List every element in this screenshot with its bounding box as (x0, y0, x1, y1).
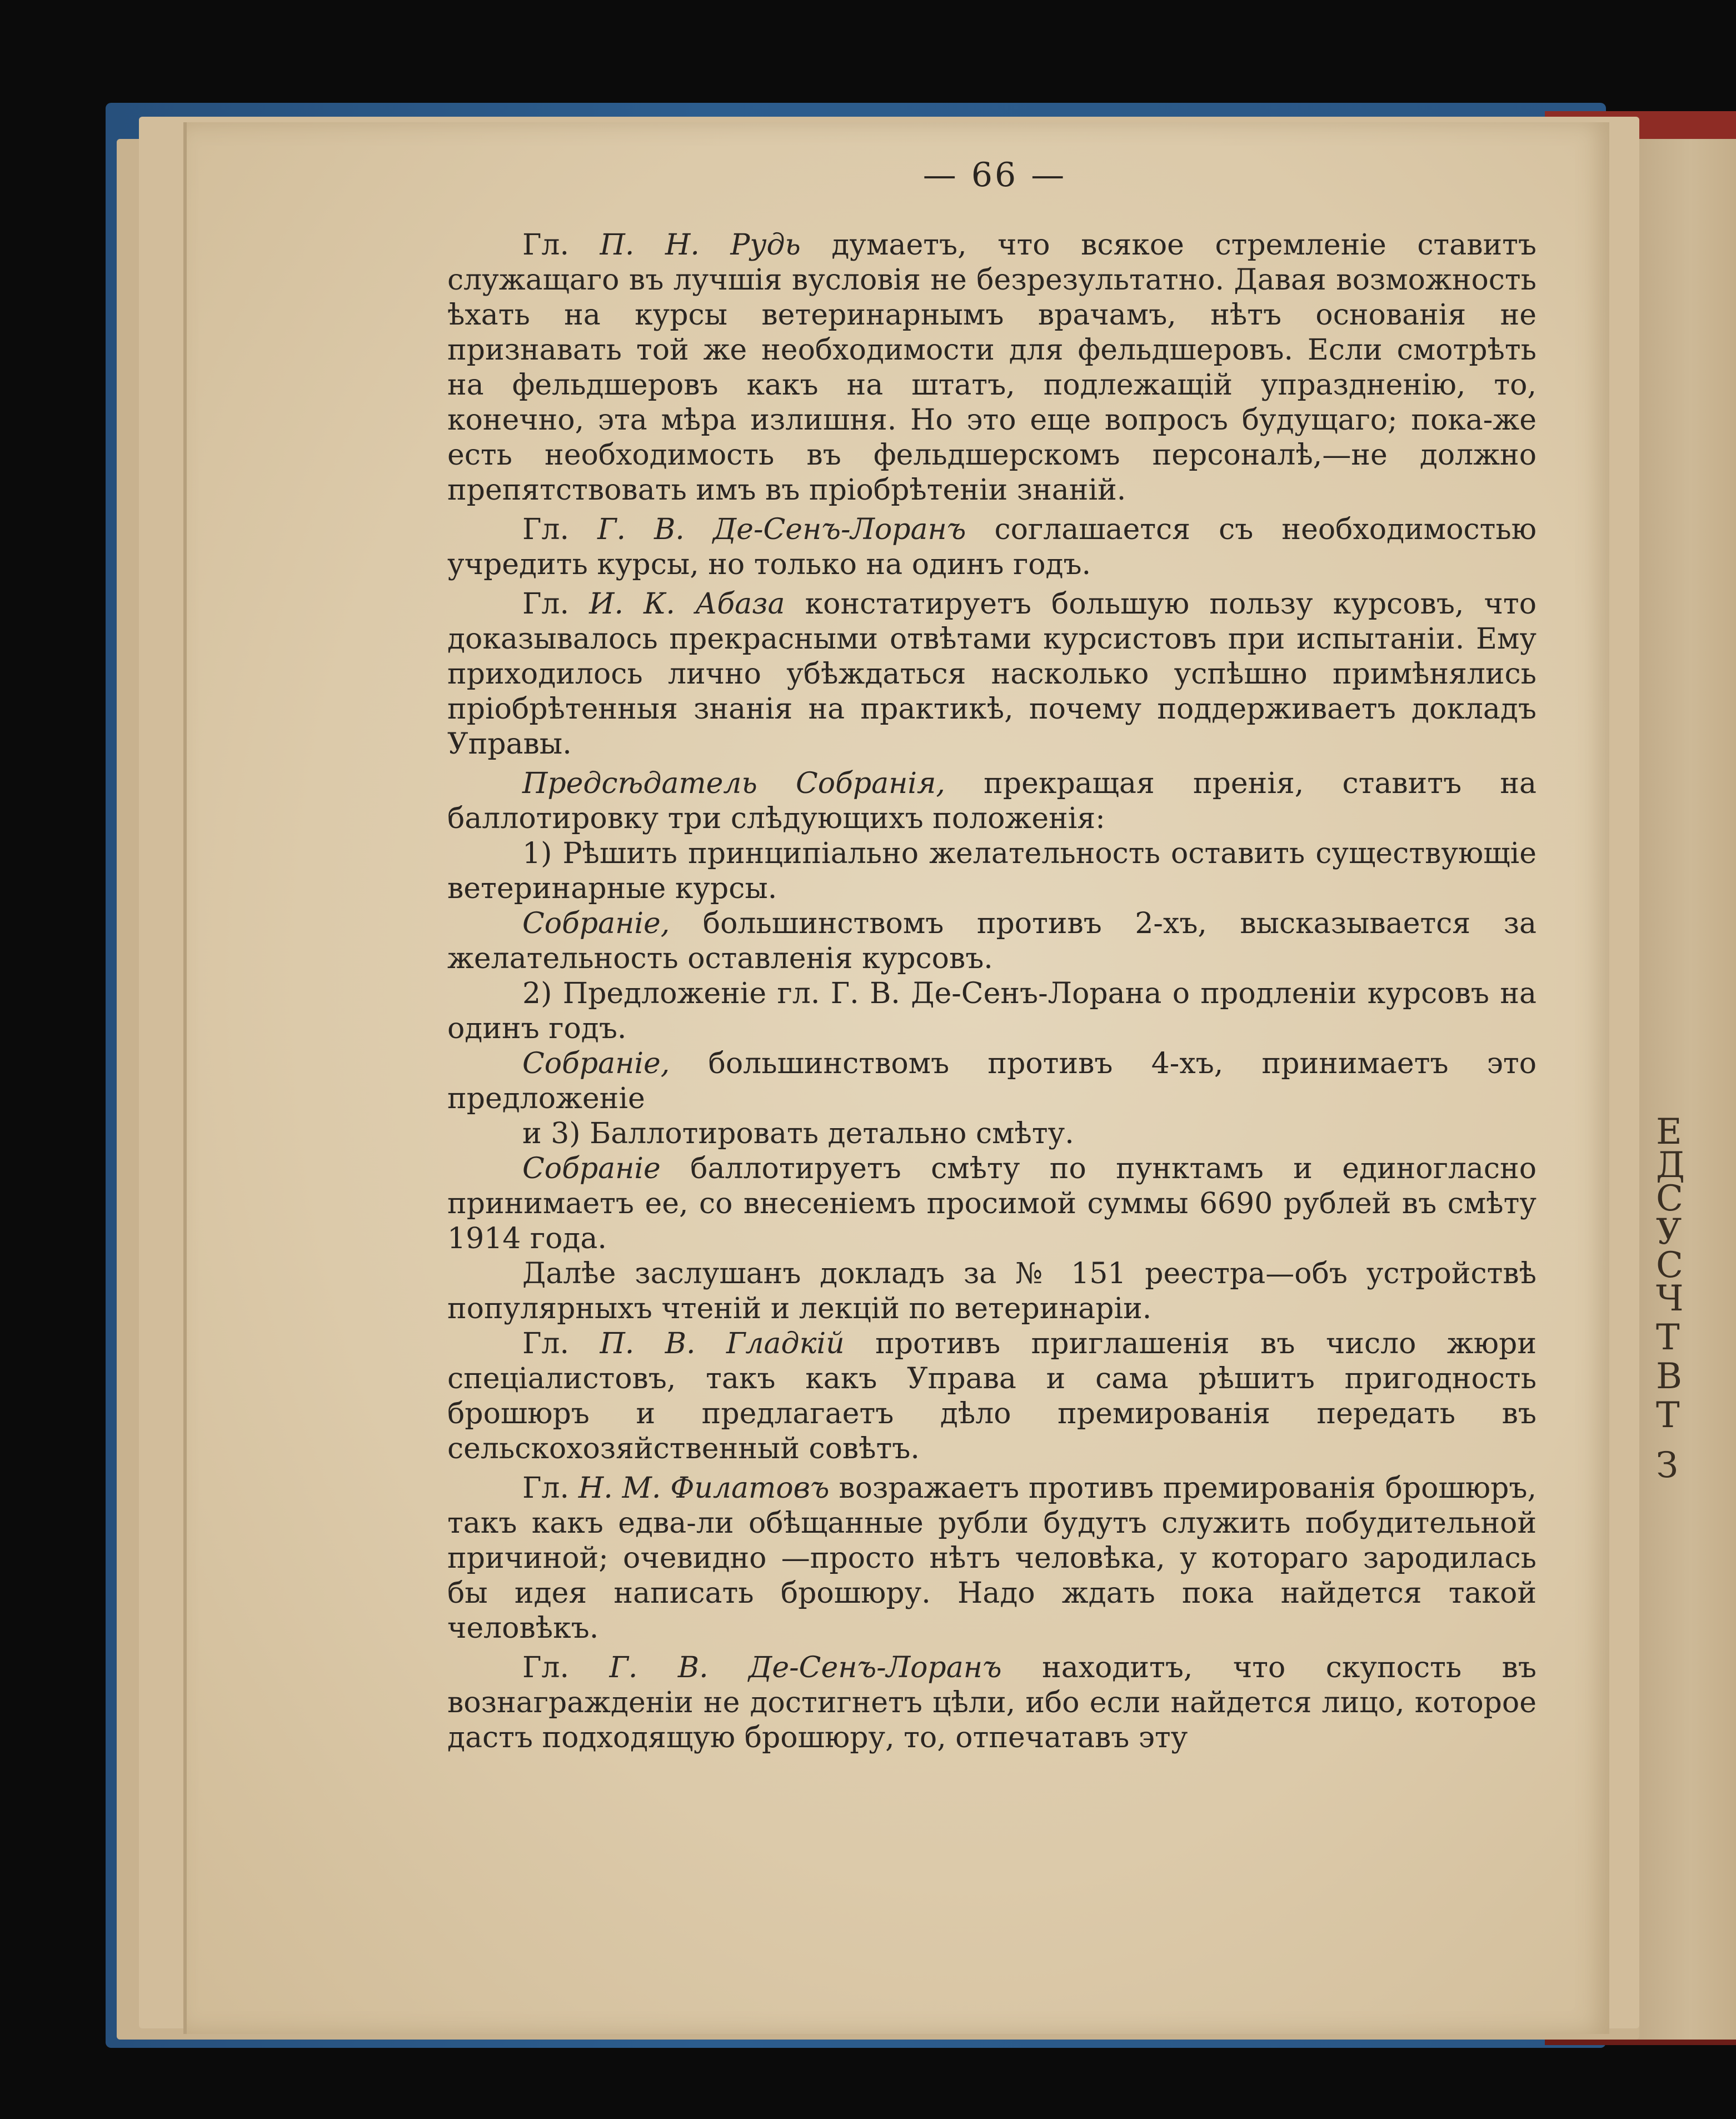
paragraph (447, 1151, 1537, 1257)
paragraph-text: констатируетъ большую пользу курсовъ, что доказывалось прекрасными отвѣтами курсистовъ при испытаніи. Ему приходилось лично убѣждаться насколько успѣшно примѣнялись пріобрѣтенныя знанія на практикѣ, почему поддерживаетъ докладъ Управы. (447, 587, 1537, 761)
italic-name: И. К. Абаза (589, 587, 785, 621)
paragraph-text: большинствомъ противъ 2-хъ, высказывается за желательность оставленія курсовъ. (447, 907, 1537, 975)
paragraph-text: находитъ, что скупость въ вознагражденіи не достигнетъ цѣли, ибо если найдется лицо, которое дастъ подходящую брошюру, то, отпечатавъ эту (447, 1651, 1537, 1754)
adjacent-page-letter: У (1656, 1211, 1682, 1253)
italic-name: Собраніе, (522, 1047, 670, 1080)
adjacent-page-letter: Ч (1656, 1278, 1684, 1319)
paragraph-text: 2) Предложеніе гл. Г. В. Де-Сенъ-Лорана о продленіи курсовъ на одинъ годъ. (447, 977, 1537, 1045)
paragraph-text: и 3) Баллотировать детально смѣту. (522, 1117, 1074, 1150)
paragraph (447, 1046, 1537, 1116)
adjacent-page-letter: С (1656, 1245, 1683, 1286)
page-number: — 66 — (922, 156, 1067, 195)
italic-name: Собраніе, (522, 907, 670, 940)
paragraph (447, 976, 1537, 1046)
paragraph (447, 1257, 1537, 1327)
italic-name: П. Н. Рудь (600, 228, 801, 262)
paragraph (447, 1651, 1537, 1756)
page-text-column (447, 228, 1537, 1760)
adjacent-page-edge (1623, 139, 1736, 2040)
paragraph-text: Далѣе заслушанъ докладъ за № 151 реестра—объ устройствѣ популярныхъ чтеній и лекцій по ветеринаріи. (447, 1257, 1537, 1325)
paragraph (447, 836, 1537, 906)
paragraph-text: 1) Рѣшить принципіально желательность оставить существующіе ветеринарные курсы. (447, 837, 1537, 905)
paragraph-text: возражаетъ противъ премированія брошюръ, такъ какъ едва-ли обѣщанные рубли будутъ служить побудительной причиной; очевидно —просто нѣтъ человѣка, у котораго зародилась бы идея написать брошюру. Надо ждать пока найдется такой человѣкъ. (447, 1472, 1537, 1645)
italic-name: Г. В. Де-Сенъ-Лоранъ (597, 513, 966, 546)
paragraph-text: Гл. (522, 1472, 578, 1505)
paragraph (447, 1471, 1537, 1646)
paragraph-text: прекращая пренія, ставитъ на баллотировку три слѣдующихъ положенія: (447, 767, 1537, 835)
paragraph-text: Гл. (522, 587, 590, 621)
italic-name: П. В. Гладкій (600, 1327, 845, 1360)
italic-name: Г. В. Де-Сенъ-Лоранъ (609, 1651, 1002, 1684)
paragraph-text: противъ приглашенія въ число жюри спеціалистовъ, такъ какъ Управа и сама рѣшитъ пригодность брошюръ и предлагаетъ дѣло премированія передать въ сельскохозяйственный совѣтъ. (447, 1327, 1537, 1465)
paragraph (447, 906, 1537, 976)
paragraph-text: большинствомъ противъ 4-хъ, принимаетъ это предложеніе (447, 1047, 1537, 1115)
adjacent-page-letter: З (1656, 1445, 1678, 1486)
adjacent-page-letter: Т (1656, 1395, 1680, 1436)
adjacent-page-letter: С (1656, 1178, 1683, 1219)
adjacent-page-letter: Д (1656, 1145, 1685, 1186)
paragraph-text: думаетъ, что всякое стремленіе ставитъ служащаго въ лучшія вусловія не безрезультатно. Давая возможность ѣхать на курсы ветеринарнымъ врачамъ, нѣтъ основанія не признавать той же необходимости для фельдшеровъ. Если смотрѣть на фельдшеровъ какъ на штатъ, подлежащій упраздненію, то, конечно, эта мѣра излишня. Но это еще вопросъ будущаго; пока-же есть необходимость въ фельдшерскомъ персоналѣ,—не должно препятствовать имъ въ пріобрѣтеніи знаній. (447, 228, 1537, 507)
paragraph-text: Гл. (522, 513, 598, 546)
paragraph-text: Гл. (522, 228, 600, 262)
italic-name: Предсѣдатель Собранія, (522, 767, 945, 800)
paragraph (447, 766, 1537, 836)
paragraph (447, 512, 1537, 582)
paragraph-text: Гл. (522, 1327, 600, 1360)
paragraph-text: Гл. (522, 1651, 610, 1684)
paragraph-text: баллотируетъ смѣту по пунктамъ и единогласно принимаетъ ее, со внесеніемъ просимой суммы 6690 рублей въ смѣту 1914 года. (447, 1152, 1537, 1255)
adjacent-page-letter: Т (1656, 1317, 1680, 1358)
italic-name: Собраніе (522, 1152, 661, 1185)
paragraph (447, 1327, 1537, 1467)
italic-name: Н. М. Филатовъ (578, 1472, 830, 1505)
adjacent-page-letter: В (1656, 1356, 1683, 1397)
paragraph-text: соглашается съ необходимостью учредить курсы, но только на одинъ годъ. (447, 513, 1537, 581)
paragraph (447, 1116, 1537, 1151)
paragraph (447, 228, 1537, 508)
adjacent-page-letter: Е (1656, 1111, 1682, 1153)
paragraph (447, 587, 1537, 762)
